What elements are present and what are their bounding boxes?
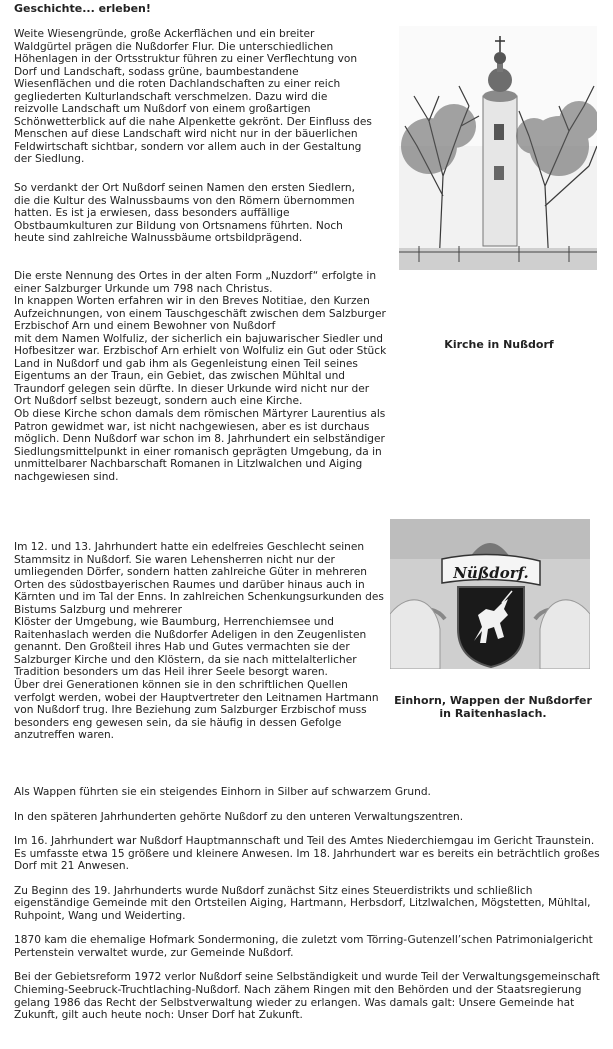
- church-illustration: [399, 26, 597, 270]
- coat-of-arms-photo: [390, 519, 590, 669]
- page-title: Geschichte... erleben!: [14, 2, 151, 15]
- paragraph-coat-of-arms: Als Wappen führten sie ein steigendes Einhorn in Silber auf schwarzem Grund.: [14, 786, 431, 798]
- paragraph-wolfuliz: mit dem Namen Wolfuliz, der sicherlich ein bajuwarischer Siedler und Hofbesitzer war. Erzbischof Arn erhielt von Wolfuliz ein Gut oder Stück Land in Nußdorf und gab ihm als Gegenleistung einen Teil seines Eigentums an der Traun, ein Gebiet, das zwischen Mühltal und Traundorf gelegen sein dürfte. In dieser Urkunde wird nicht nur der Ort Nußdorf selbst bezeugt, sondern auch eine Kirche.: [14, 332, 387, 408]
- nobility-section: [14, 541, 384, 742]
- first-mention-section: [14, 270, 389, 483]
- paragraph-1972-reform: Bei der Gebietsreform 1972 verlor Nußdorf seine Selbständigkeit und wurde Teil der Verwaltungsgemeinschaft Chieming-Seebruck-Truchtlaching-Nußdorf. Nach zähem Ringen mit den Behörden und der Staatsregierung gelang 1986 das Recht der Selbstverwaltung wieder zu erlangen. Was damals galt: Unsere Gemeinde hat Zukunft, gilt auch heute noch: Unser Dorf hat Zukunft.: [14, 971, 600, 1022]
- paragraph-1870: 1870 kam die ehemalige Hofmark Sondermoning, die zuletzt vom Törring-Gutenzell’schen Patrimonialgericht Pertenstein verwaltet wurde, zur Gemeinde Nußdorf.: [14, 934, 593, 959]
- paragraph-breves-notitiae: In knappen Worten erfahren wir in den Breves Notitiae, den Kurzen Aufzeichnungen, von einem Tauschgeschäft zwischen dem Salzburger Erzbischof Arn und einem Bewohner von Nußdorf: [14, 295, 386, 333]
- coat-banner-text: Nüßdorf.: [453, 564, 529, 582]
- church-caption: Kirche in Nußdorf: [444, 338, 554, 351]
- name-origin-paragraph: [14, 182, 374, 245]
- coat-of-arms-caption: Einhorn, Wappen der Nußdorfer in Raitenhaslach.: [394, 694, 592, 720]
- paragraph-laurentius: Ob diese Kirche schon damals dem römischen Märtyrer Laurentius als Patron gewidmet war, ist nicht nachgewiesen, aber es ist durchaus möglich. Denn Nußdorf war schon im 8. Jahrhundert ein selbständiger Siedlungsmittelpunkt in einer romanisch geprägten Umgebung, da in unmittelbarer Nachbarschaft Romanen in Litzlwalchen und Aiging nachgewiesen sind.: [14, 408, 386, 483]
- paragraph-noble-family: Im 12. und 13. Jahrhundert hatte ein edelfreies Geschlecht seinen Stammsitz in Nußdorf. Sie waren Lehensherren nicht nur der umliegenden Dörfer, sondern hatten zahlreiche Güter in mehreren Orten des südostbayerischen Raumes und darüber hinaus auch in Kärnten und im Tal der Enns. In zahlreichen Schenkungsurkunden des Bistums Salzburg und mehrerer: [14, 541, 384, 616]
- paragraph-first-mention: Die erste Nennung des Ortes in der alten Form „Nuzdorf“ erfolgte in einer Salzburger Urkunde um 798 nach Christus.: [14, 270, 377, 295]
- intro-paragraph: [14, 28, 374, 166]
- paragraph-name-origin: So verdankt der Ort Nußdorf seinen Namen den ersten Siedlern, die die Kultur des Walnussbaums von den Römern übernommen hatten. Es ist ja erwiesen, dass besonders auffällige Obstbaumkulturen zur Bildung von Ortsnamens führten. Noch heute sind zahlreiche Walnussbäume ortsbildprägend.: [14, 182, 355, 245]
- paragraph-generations: Über drei Generationen können sie in den schriftlichen Quellen verfolgt werden, wobei der Hauptvertreter den Leitnamen Hartmann von Nußdorf trug. Ihre Beziehung zum Salzburger Erzbischof muss besonders eng gewesen sein, da sie häufig in dessen Gefolge anzutreffen waren.: [14, 679, 379, 742]
- paragraph-16th-century: Im 16. Jahrhundert war Nußdorf Hauptmannschaft und Teil des Amtes Niederchiemgau im Gericht Traunstein. Es umfasste etwa 15 größere und kleinere Anwesen. Im 18. Jahrhundert war es bereits ein beträchtlich großes Dorf mit 21 Anwesen.: [14, 835, 600, 873]
- church-photo: [399, 26, 597, 270]
- later-history-section: [14, 786, 604, 1022]
- paragraph-landscape: Weite Wiesengründe, große Ackerflächen und ein breiter Waldgürtel prägen die Nußdorfer Flur. Die unterschiedlichen Höhenlagen in der Ortsstruktur führen zu einer Verflechtung von Dorf und Landschaft, sodass grüne, baumbestandene Wiesenflächen und die roten Dachlandschaften zu einer reich gegliederten Kulturlandschaft verschmelzen. Dazu wird die reizvolle Landschaft um Nußdorf von einem großartigen Schönwetterblick auf die nahe Alpenkette gekrönt. Der Einfluss des Menschen auf diese Landschaft wird nicht nur in der bäuerlichen Feldwirtschaft sichtbar, sondern vor allem auch in der Gestaltung der Siedlung.: [14, 28, 372, 166]
- paragraph-19th-century: Zu Beginn des 19. Jahrhunderts wurde Nußdorf zunächst Sitz eines Steuerdistrikts und schließlich eigenständige Gemeinde mit den Ortsteilen Aiging, Hartmann, Herbsdorf, Litzlwalchen, Mögstetten, Mühltal, Ruhpoint, Wang und Weiderting.: [14, 884, 591, 922]
- paragraph-administration: In den späteren Jahrhunderten gehörte Nußdorf zu den unteren Verwaltungszentren.: [14, 810, 464, 823]
- coat-of-arms-illustration: [390, 519, 590, 669]
- paragraph-monasteries: Klöster der Umgebung, wie Baumburg, Herrenchiemsee und Raitenhaslach werden die Nußdorfer Adeligen in den Zeugenlisten genannt. Den Großteil ihres Hab und Gutes vermachten sie der Salzburger Kirche und den Klöstern, da sie nach mittelalterlicher Tradition besonders um das Heil ihrer Seele besorgt waren.: [14, 616, 367, 679]
